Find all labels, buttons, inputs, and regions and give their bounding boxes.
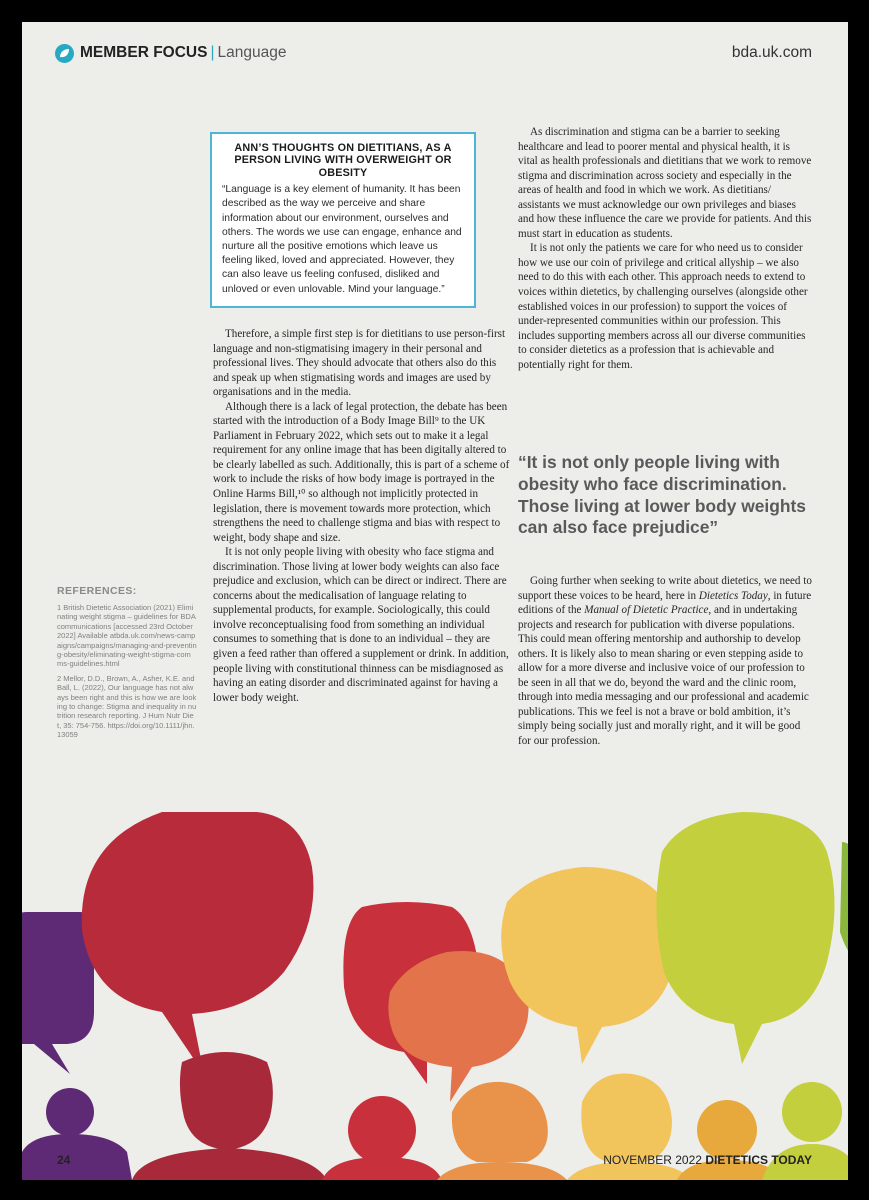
page-header [55,42,812,66]
site-url[interactable]: bda.uk.com [731,44,812,61]
section-label [80,44,286,62]
footer-issue [603,1153,812,1167]
references-heading: REFERENCES: [57,585,137,597]
person-silhouette-orange [437,1082,567,1180]
section-name: MEMBER FOCUS [80,44,208,61]
magazine-page [22,22,848,1180]
paragraph: Going further when seeking to write about dietetics, we need to support these voices to be heard, here in Dietetics Today, in future editions of the Manual of Dietetic Practice, and in undertaking projects and research for publication with diverse populations. This could mean offering mentorship and authorship to develop others. It is likely also to mean sharing or even stepping aside to allow for a more diverse and inclusive voice of our profession to be seen in all that we do, beyond the ward and the clinic room, through into media messaging and our professional and academic publications. This we feel is not a brave or bold ambition, it’s simply being socially just and morally right, and it will be good for our profession. [518,575,812,748]
paragraph: Although there is a lack of legal protection, the debate has been started with the introduction of a Body Image Bill⁹ to the UK Parliament in February 2022, which sets out to make it a legal requirement for any online image that has been digitally altered to be clearly labelled as such. Additionally, this is part of a scheme of work to include the risks of how body image is portrayed in the Online Harms Bill,¹⁰ so although not implicitly protected in legislation, there is movement towards more protection, which strengthens the need to challenge stigma and bias with respect to weight, body shape and size. [213,400,510,544]
magazine-name: DIETETICS TODAY [705,1153,812,1167]
section-separator: | [210,44,215,61]
publication-title: Manual of Dietetic Practice [584,604,709,617]
right-column-top [518,125,812,372]
references [57,585,197,745]
speech-bubble-dark-red [82,812,314,1074]
paragraph: As discrimination and stigma can be a barrier to seeking healthcare and lead to poorer mental and physical health, it is vital as health professionals and dietitians that we work to remove stigma and discrimination across society and especially in the areas of health and food in which we work. As dietitians/ assistants we must acknowledge our own privileges and biases and how these influence the care we provide for patients. And this must start in education as students. [518,126,812,240]
right-column-bottom [518,574,812,749]
speech-bubble-yellow [501,867,676,1064]
reference-item: 1 British Dietetic Association (2021) Eliminating weight stigma – guidelines for BDA communications [accessed 23rd October 2022] Available atbda.uk.com/news-campaigns/campaigns/managing-and-preventing-obesity/eliminating-weight-stigma-comms-guidelines.html [57,603,197,669]
person-silhouette-amber [677,1100,782,1180]
pull-quote: “It is not only people living with obesity who face discrimination. Those living at lower body weights can also face prejudice” [518,452,806,538]
issue-date: NOVEMBER 2022 [603,1153,702,1167]
bda-leaf-icon [55,44,74,63]
paragraph: It is not only people living with obesity who face stigma and discrimination. Those living at lower body weights can also face prejudice and exclusion, which can be direct or indirect. There are concerns about the medicalisation of language relating to supplemental products, for example. Sociologically, this could involve reconceptualising food from something an individual consumes to something that is done to an individual – they are given a feed rather than offered a supplement or drink. In addition, people living with constitutional thinness can be misdiagnosed as having an eating disorder and discriminated against for having a lower body weight. [213,546,509,704]
box-quote: “Language is a key element of humanity. It has been described as the way we perceive and share information about our environment, ourselves and others. The words we use can engage, enhance and nurture all the positive emotions which leave us feeling liked, loved and appreciated. However, they can also leave us feeling confused, disliked and unloved or even unlovable. Mind your language.” [222,184,462,295]
reference-item: 2 Mellor, D.D., Brown, A., Asher, K.E. and Ball, L. (2022), Our language has not always been right and this is how we are looking to change: Stigma and inequality in nutrition research reporting. J Hum Nutr Diet, 35: 754-756. https://doi.org/10.1111/jhn.13059 [57,673,197,740]
speech-bubbles-illustration [22,812,848,1180]
speech-bubble-lime [656,812,834,1064]
speech-bubble-green [840,842,848,962]
publication-title: Dietetics Today [698,589,768,602]
person-silhouette-purple [22,1088,132,1180]
sidebar-quote-box [210,132,476,308]
paragraph: It is not only the patients we care for who need us to consider how we use our coin of privilege and critical allyship – we also need to do this with each other. This approach needs to extend to voices within dietetics, by challenging ourselves (alongside other established voices in our profession) to support the voices of under-represented communities within our profession. This includes supporting members across all our diverse communities to consider dietetics as a profession that is achievable and potentially right for them. [518,242,808,371]
paragraph: Therefore, a simple first step is for dietitians to use person-first language and non-stigmatising imagery in their personal and professional lives. They should advocate that others also do this and speak up when stigmatising words and images are used by organisations and in the media. [213,328,506,399]
person-silhouette-red [322,1096,442,1180]
box-title: ANN’S THOUGHTS ON DIETITIANS, AS A PERSON LIVING WITH OVERWEIGHT OR OBESITY [234,142,452,179]
left-column [213,327,511,705]
person-silhouette-dark-red [132,1052,327,1180]
subsection-name: Language [217,44,287,61]
page-number: 24 [57,1153,71,1167]
